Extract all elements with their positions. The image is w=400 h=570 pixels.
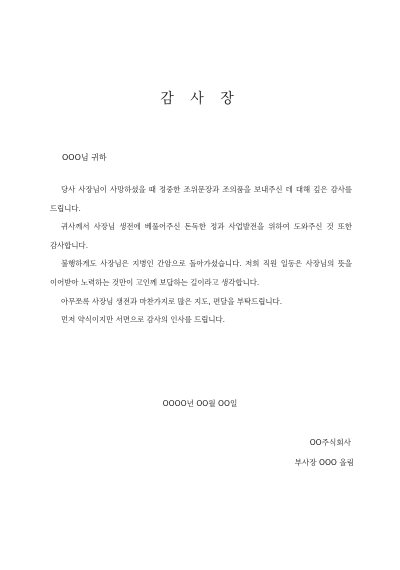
letter-date: OOOO년 OO월 OO일 xyxy=(162,399,238,408)
signer-line: 부사장 OOO 올림 xyxy=(294,458,354,467)
body-paragraph: 당사 사장님이 사망하셨을 때 정중한 조위문장과 조의품을 보내주신 데 대해 깊은 감사를 드립니다. xyxy=(50,185,352,213)
letter-body xyxy=(50,181,352,330)
company-name: OO주식회사 xyxy=(309,438,351,447)
body-paragraph: 먼저 약식이지만 서면으로 감사의 인사를 드립니다. xyxy=(61,315,226,325)
body-paragraph: 귀사께서 사장님 생전에 베풀어주신 돈독한 정과 사업발전을 위하여 도와주신 것 또한 감사합니다. xyxy=(50,222,352,250)
body-paragraph: 아무쪼록 사장님 생전과 마찬가지로 많은 지도, 편달을 부탁드립니다. xyxy=(61,296,283,306)
recipient-line: OOO님 귀하 xyxy=(62,153,107,162)
document-title: 감 사 장 xyxy=(160,91,240,107)
body-paragraph: 불행하게도 사장님은 지병인 간암으로 돌아가셨습니다. 저희 직원 일동은 사장님의 뜻을 이어받아 노력하는 것만이 고인께 보답하는 길이라고 생각합니다. xyxy=(50,259,352,287)
